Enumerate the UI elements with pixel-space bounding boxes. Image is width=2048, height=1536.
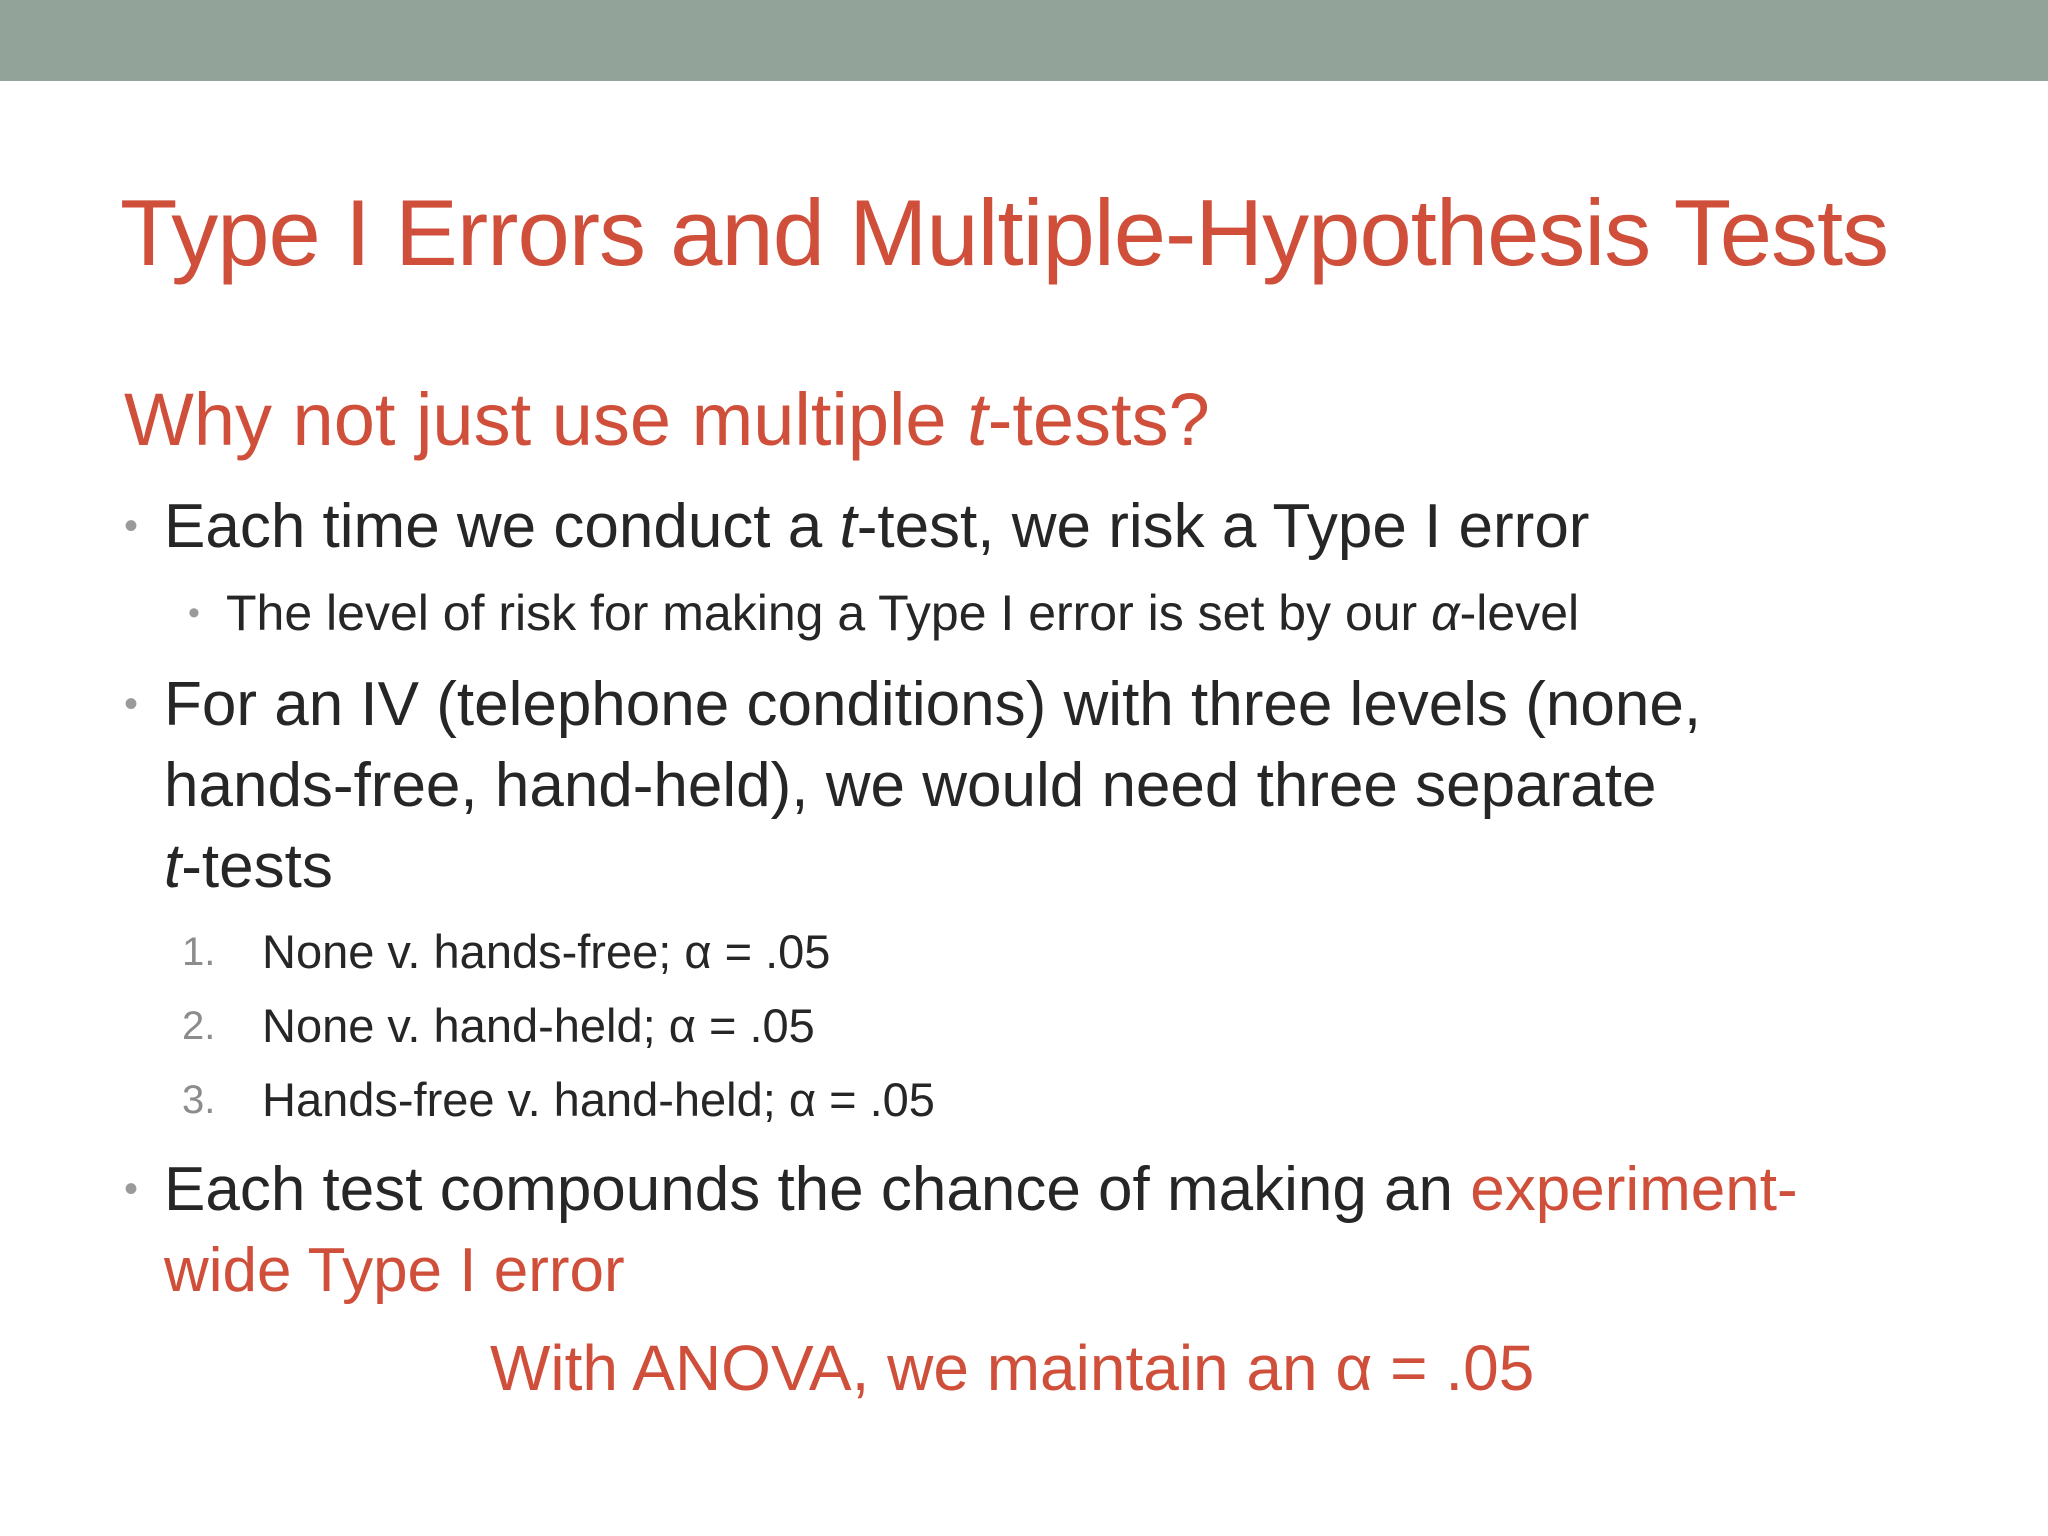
bullet-dot-icon: • <box>124 1167 139 1211</box>
bullet-dot-icon: • <box>124 504 139 548</box>
bullet-type-one-risk <box>124 486 1590 567</box>
item-text: None v. hands-free; α = .05 <box>262 925 831 978</box>
bullet-experiment-wide-error <box>124 1149 1798 1311</box>
bullet3-highlight-line1: experiment- <box>1470 1155 1798 1224</box>
subtitle-text-italic: t <box>967 378 988 461</box>
bullet-dot-icon: • <box>124 682 139 726</box>
subtitle-text-pre: Why not just use multiple <box>124 378 968 461</box>
numbered-item <box>182 922 831 982</box>
numbered-item <box>182 996 815 1056</box>
bullet2-line2: hands-free, hand-held), we would need three separate <box>164 751 1657 820</box>
item-text: Hands-free v. hand-held; α = .05 <box>262 1073 935 1126</box>
sub-bullet1-text-pre: The level of risk for making a Type I error is set by our <box>226 585 1432 641</box>
item-text: None v. hand-held; α = .05 <box>262 999 815 1052</box>
item-number: 1. <box>182 930 216 974</box>
slide-subtitle <box>124 377 1210 463</box>
sub-bullet-alpha-level <box>188 582 1580 644</box>
bullet-three-levels <box>124 664 1702 907</box>
bullet3-text-pre: Each test compounds the chance of making an <box>164 1155 1471 1224</box>
item-number: 3. <box>182 1078 216 1122</box>
slide-title: Type I Errors and Multiple-Hypothesis Tests <box>120 180 1889 285</box>
bullet2-line1: For an IV (telephone conditions) with three levels (none, <box>164 670 1702 739</box>
bullet1-text-pre: Each time we conduct a <box>164 492 840 561</box>
numbered-item <box>182 1070 935 1130</box>
bullet3-highlight-line2: wide Type I error <box>164 1236 625 1305</box>
bullet2-line3-italic: t <box>164 832 182 901</box>
bullet1-text-post: -test, we risk a Type I error <box>856 492 1590 561</box>
sub-bullet1-text-italic: α <box>1431 585 1460 641</box>
bullet2-line3-post: -tests <box>181 832 333 901</box>
anova-conclusion: With ANOVA, we maintain an α = .05 <box>490 1332 1535 1404</box>
top-accent-bar <box>0 0 2048 81</box>
sub-bullet-dot-icon: • <box>188 594 200 632</box>
subtitle-text-post: -tests? <box>987 378 1210 461</box>
item-number: 2. <box>182 1004 216 1048</box>
sub-bullet1-text-post: -level <box>1459 585 1580 641</box>
bullet1-text-italic: t <box>839 492 857 561</box>
